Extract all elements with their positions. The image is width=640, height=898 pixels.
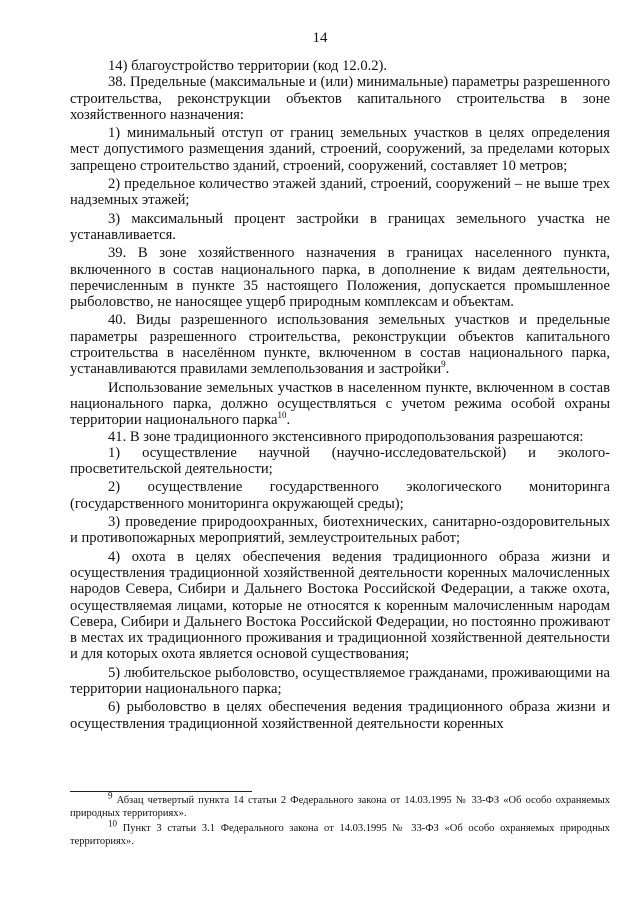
paragraph: 41. В зоне традиционного экстенсивного природопользования разрешаются:	[108, 428, 584, 445]
list-item: 3) проведение природоохранных, биотехнических, санитарно-оздоровительных и противопожарных мероприятий, землеустроительных работ;	[70, 514, 610, 547]
paragraph-end: .	[286, 412, 291, 429]
paragraph: 38. Предельные (максимальные и (или) минимальные) параметры разрешенного строительства, реконструкции объектов капитального строительства в зоне хозяйственного назначения:	[70, 74, 610, 123]
paragraph	[70, 312, 610, 377]
footnote-text: Пункт 3 статьи 3.1 Федерального закона от 14.03.1995 № 33-ФЗ «Об особо охраняемых природных территориях».	[70, 823, 610, 847]
paragraph: 3) максимальный процент застройки в границах земельного участка не устанавливается.	[70, 210, 610, 243]
footnote-mark: 9	[108, 790, 113, 801]
list-item: 4) охота в целях обеспечения ведения традиционного образа жизни и осуществления традиционной хозяйственной деятельности коренных малочисленных народов Севера, Сибири и Дальнего Востока Российской Федерации, а также охота, осуществляемая лицами, которые не относятся к коренным малочисленным народам Севера, Сибири и Дальнего Востока Российской Федерации, но постоянно проживают в местах их традиционного проживания и традиционной хозяйственной деятельности и для которых охота является основой существования;	[70, 548, 610, 663]
paragraph-text: Использование земельных участков в населенном пункте, включенном в состав национального парка, должно осуществляться с учетом режима особой охраны территории национального парка	[70, 379, 610, 429]
footnote	[70, 818, 610, 848]
paragraph-end: .	[445, 361, 450, 378]
paragraph	[70, 380, 610, 429]
list-item: 5) любительское рыболовство, осуществляемое гражданами, проживающими на территории национального парка;	[70, 664, 610, 697]
list-item: 1) осуществление научной (научно-исследовательской) и эколого-просветительской деятельности;	[70, 444, 610, 478]
paragraph: 14) благоустройство территории (код 12.0.2).	[108, 58, 388, 74]
paragraph: 1) минимальный отступ от границ земельных участков в целях определения мест допустимого размещения зданий, строений, сооружений, за пределами которых запрещено строительство зданий, строений, сооружений, составляет 10 метров;	[70, 125, 610, 174]
footnote	[70, 790, 610, 820]
footnote-ref[interactable]: 9	[441, 359, 446, 370]
list-item: 2) осуществление государственного экологического мониторинга (государственного мониторинга окружающей среды);	[70, 479, 610, 512]
page-number: 14	[312, 30, 328, 46]
footnote-text: Абзац четвертый пункта 14 статьи 2 Федерального закона от 14.03.1995 № 33-ФЗ «Об особо охраняемых природных территориях».	[70, 795, 610, 819]
document-body	[70, 58, 610, 732]
paragraph: 39. В зоне хозяйственного назначения в границах населенного пункта, включенного в состав национального парка, в дополнение к видам деятельности, перечисленным в пункте 35 настоящего Положения, допускается промышленное рыболовство, не наносящее ущерб природным комплексам и объектам.	[70, 245, 610, 311]
paragraph-text: 40. Виды разрешенного использования земельных участков и предельные параметры разрешенного строительства, реконструкции объектов капитального строительства в населённом пункте, включенном в состав национального парка, устанавливаются правилами землепользования и застройки	[70, 312, 610, 378]
footnotes	[70, 790, 610, 851]
footnote-mark: 10	[108, 818, 117, 829]
footnote-ref[interactable]: 10	[277, 410, 287, 421]
footnote-divider	[70, 791, 252, 792]
paragraph: 2) предельное количество этажей зданий, строений, сооружений – не выше трех надземных этажей;	[70, 176, 610, 209]
list-item: 6) рыболовство в целях обеспечения ведения традиционного образа жизни и осуществления традиционной хозяйственной деятельности коренных	[70, 699, 610, 732]
